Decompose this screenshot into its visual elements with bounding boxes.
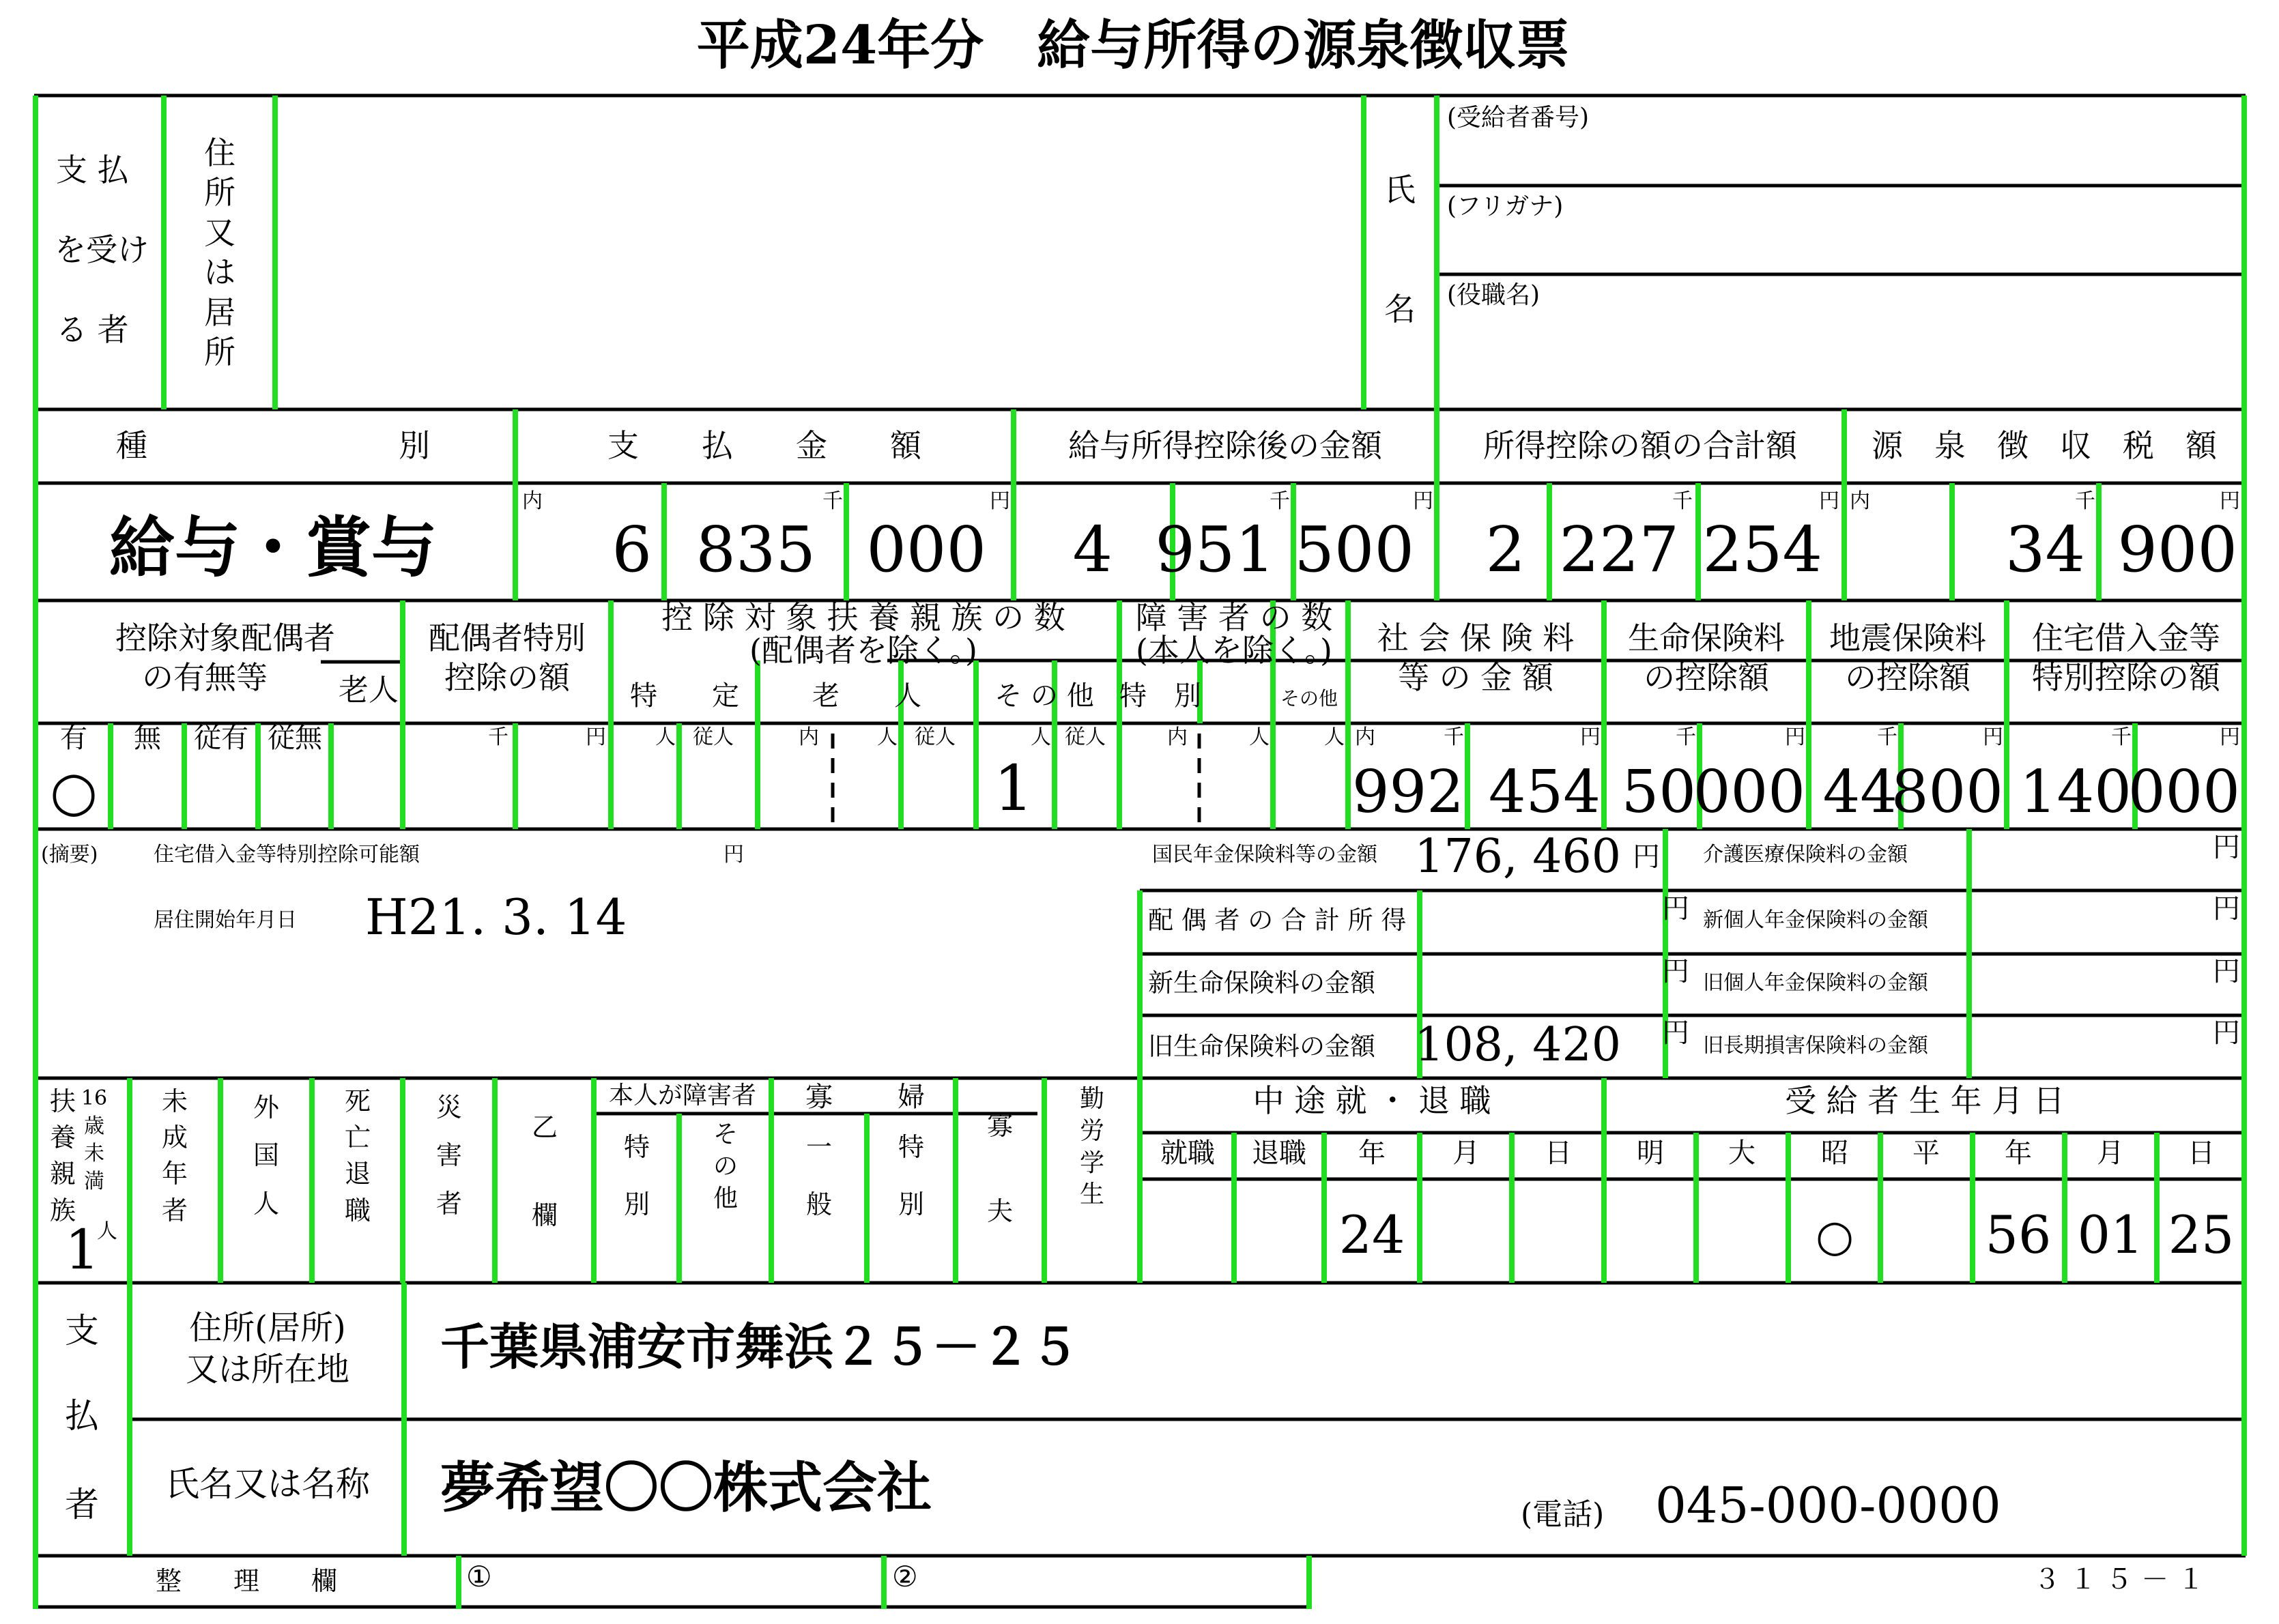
unit-sen: 千 — [1444, 725, 1464, 749]
seiri-label: 整 理 欄 — [156, 1566, 338, 1596]
showa-label: 昭 — [1821, 1137, 1848, 1169]
kaigo-label: 介護医療保険料の金額 — [1703, 843, 1908, 867]
header-withholding: 源 泉 徴 収 税 額 — [1872, 427, 2217, 464]
widow-fu: 婦 — [898, 1082, 925, 1113]
payer-name-label: 氏名又は名称 — [165, 1464, 370, 1504]
jyu-yu-label: 従有 — [194, 723, 248, 754]
death-retire-label: 死亡退職 — [344, 1086, 371, 1226]
payer-label-3: 者 — [65, 1485, 99, 1524]
furigana-label: (フリガナ) — [1447, 192, 1564, 220]
withholding-thousands: 34 — [2005, 513, 2085, 586]
tokubetsu-label: 特 別 — [1119, 680, 1201, 712]
unit-nin: 人 — [655, 725, 676, 749]
social-header-1: 社 会 保 険 料 — [1377, 620, 1575, 656]
tekiyo-label: (摘要) — [41, 843, 98, 867]
other-dependents-count: 1 — [993, 752, 1034, 825]
label-payee-1: 支 払 — [56, 151, 129, 188]
spouse-header-2: の有無等 — [142, 659, 268, 696]
after-deduction-millions: 4 — [1072, 513, 1113, 586]
header-total-deduction: 所得控除の額の合計額 — [1483, 427, 1797, 464]
position-label: (役職名) — [1447, 281, 1540, 309]
birth-month-label: 月 — [2097, 1137, 2124, 1169]
housing-header-1: 住宅借入金等 — [2032, 620, 2220, 656]
housing-possible-en: 円 — [723, 843, 744, 867]
income-type: 給与・賞与 — [109, 509, 437, 586]
yu-label: 有 — [60, 723, 87, 754]
after-deduction-thousands: 951 — [1155, 513, 1275, 586]
job-out-label: 退職 — [1252, 1137, 1306, 1169]
spouse-special-1: 配偶者特別 — [429, 620, 586, 656]
dependents-header-2: (配偶者を除く。) — [749, 632, 977, 669]
otsu-label: 乙欄 — [531, 1112, 558, 1231]
tokutei-label: 特 定 — [630, 680, 739, 712]
unit-en: 円 — [1413, 489, 1433, 513]
label-address: 住所又は居所 — [204, 134, 235, 371]
label-payee-2: を受け — [55, 231, 149, 268]
old-long-term-en: 円 — [2213, 1017, 2240, 1049]
midway-year-value: 24 — [1338, 1204, 1405, 1265]
payer-label-2: 払 — [65, 1396, 99, 1436]
label-name-2: 名 — [1384, 291, 1416, 328]
working-student-label: 勤労学生 — [1079, 1085, 1104, 1209]
widow-special-label: 特別 — [898, 1132, 924, 1219]
form-number: ３ １ ５ － １ — [2033, 1564, 2205, 1595]
new-personal-pension-label: 新個人年金保険料の金額 — [1703, 908, 1928, 932]
under16-count: 1 — [65, 1218, 100, 1281]
unit-en: 円 — [2220, 725, 2240, 749]
payer-address-label-2: 又は所在地 — [185, 1350, 350, 1389]
recipient-number-label: (受給者番号) — [1447, 104, 1590, 132]
widow-ka: 寡 — [805, 1082, 833, 1113]
quake-header-1: 地震保険料 — [1829, 620, 1986, 656]
unit-jyu-nin: 従人 — [693, 725, 734, 749]
widower-label: 寡夫 — [986, 1111, 1013, 1227]
payer-phone: 045-000-0000 — [1655, 1477, 2001, 1534]
old-life-label: 旧生命保険料の金額 — [1148, 1032, 1375, 1061]
unit-nin: 人 — [1324, 725, 1345, 749]
under16-unit: 人 — [97, 1219, 117, 1243]
total-deduction-thousands: 227 — [1559, 513, 1679, 586]
housing-possible-label: 住宅借入金等特別控除可能額 — [154, 843, 420, 867]
payer-address-label-1: 住所(居所) — [189, 1309, 346, 1347]
taisho-label: 大 — [1728, 1137, 1755, 1169]
birth-year-label: 年 — [2005, 1137, 2032, 1169]
midway-day-label: 日 — [1545, 1137, 1572, 1169]
unit-en: 円 — [1580, 725, 1601, 749]
unit-nin: 人 — [1031, 725, 1051, 749]
unit-en: 円 — [586, 725, 606, 749]
new-personal-pension-en: 円 — [2213, 893, 2240, 925]
self-disabled-other-label: その他 — [713, 1120, 738, 1213]
midway-year-label: 年 — [1358, 1137, 1386, 1169]
total-deduction-millions: 2 — [1485, 513, 1525, 586]
housing-thousands: 140 — [2019, 758, 2132, 826]
unit-uchi: 内 — [799, 725, 819, 749]
dependents-header-1: 控 除 対 象 扶 養 親 族 の 数 — [661, 599, 1065, 636]
self-disabled-special-label: 特別 — [623, 1132, 650, 1219]
payment-millions: 6 — [612, 513, 652, 586]
birth-day-label: 日 — [2188, 1137, 2215, 1169]
under16-label: 16歳未満 — [81, 1086, 108, 1193]
foreigner-label: 外国人 — [253, 1092, 279, 1219]
job-in-label: 就職 — [1160, 1137, 1215, 1169]
rojin-label: 老 人 — [812, 680, 921, 712]
unit-sen: 千 — [1877, 725, 1897, 749]
label-payee-3: る 者 — [56, 311, 129, 348]
unit-sen: 千 — [1676, 725, 1696, 749]
phone-label: (電話) — [1521, 1497, 1605, 1532]
quake-header-2: の控除額 — [1845, 659, 1970, 696]
residence-start-value: H21. 3. 14 — [365, 888, 627, 946]
old-life-value: 108, 420 — [1414, 1018, 1621, 1072]
kaigo-en: 円 — [2213, 832, 2240, 863]
life-header-1: 生命保険料 — [1628, 620, 1785, 656]
unit-nin: 人 — [877, 725, 898, 749]
unit-jyu-nin: 従人 — [1065, 725, 1106, 749]
housing-header-2: 特別控除の額 — [2032, 659, 2220, 696]
mu-label: 無 — [134, 723, 161, 754]
residence-start-label: 居住開始年月日 — [154, 908, 297, 932]
after-deduction-units: 500 — [1294, 513, 1414, 586]
header-type: 種 別 — [116, 427, 430, 464]
unit-sen: 千 — [2111, 725, 2132, 749]
unit-en: 円 — [2220, 489, 2240, 513]
elderly-label: 老人 — [339, 673, 399, 708]
quake-thousands: 44 — [1822, 758, 1897, 826]
life-header-2: の控除額 — [1644, 659, 1769, 696]
spouse-mark: ○ — [50, 759, 98, 823]
birth-year-value: 56 — [1985, 1204, 2052, 1265]
social-thousands: 992 — [1351, 758, 1464, 826]
spouse-income-label: 配 偶 者 の 合 計 所 得 — [1148, 905, 1407, 935]
spouse-income-en: 円 — [1662, 893, 1689, 925]
unit-uchi: 内 — [1167, 725, 1188, 749]
seiri-circle-2: ② — [892, 1560, 918, 1593]
unit-uchi: 内 — [1355, 725, 1375, 749]
payer-address: 千葉県浦安市舞浜２５－２５ — [440, 1318, 1080, 1376]
old-personal-pension-en: 円 — [2213, 956, 2240, 987]
midway-month-label: 月 — [1452, 1137, 1480, 1169]
spouse-header-1: 控除対象配偶者 — [115, 620, 335, 656]
header-payment: 支 払 金 額 — [607, 427, 921, 464]
social-header-2: 等 の 金 額 — [1398, 659, 1553, 696]
nenkin-value: 176, 460 — [1414, 830, 1621, 884]
payer-label-1: 支 — [65, 1311, 99, 1350]
sonota-small-label: その他 — [1280, 687, 1338, 710]
birth-month-value: 01 — [2077, 1204, 2144, 1265]
new-life-en: 円 — [1662, 956, 1689, 987]
social-units: 454 — [1488, 758, 1601, 826]
payment-units: 000 — [866, 513, 986, 586]
old-personal-pension-label: 旧個人年金保険料の金額 — [1703, 971, 1928, 995]
birth-day-value: 25 — [2168, 1204, 2235, 1265]
unit-sen: 千 — [822, 489, 843, 513]
spouse-special-2: 控除の額 — [444, 659, 570, 696]
unit-sen: 千 — [2075, 489, 2095, 513]
nenkin-label: 国民年金保険料等の金額 — [1152, 843, 1377, 867]
housing-units: 000 — [2127, 758, 2240, 826]
unit-nin: 人 — [1249, 725, 1270, 749]
unit-sen: 千 — [488, 725, 508, 749]
old-long-term-label: 旧長期損害保険料の金額 — [1703, 1034, 1928, 1058]
midway-header: 中 途 就 ・ 退 職 — [1252, 1082, 1491, 1119]
showa-mark: ○ — [1816, 1211, 1854, 1262]
unit-en: 円 — [1819, 489, 1839, 513]
unit-jyu-nin: 従人 — [915, 725, 956, 749]
life-thousands: 50 — [1621, 758, 1696, 826]
fuyo-label: 扶養親族 — [49, 1086, 76, 1226]
unit-en: 円 — [1983, 725, 2003, 749]
withholding-units: 900 — [2117, 513, 2237, 586]
nenkin-en: 円 — [1633, 841, 1660, 873]
header-after-deduction: 給与所得控除後の金額 — [1068, 427, 1382, 464]
unit-sen: 千 — [1672, 489, 1693, 513]
life-units: 000 — [1693, 758, 1805, 826]
quake-units: 800 — [1891, 758, 2003, 826]
widow-general-label: 一般 — [805, 1132, 832, 1219]
disabled-header-2: (本人を除く。) — [1136, 632, 1332, 669]
self-disabled-label: 本人が障害者 — [608, 1082, 757, 1110]
total-deduction-units: 254 — [1702, 513, 1822, 586]
disabled-header-1: 障 害 者 の 数 — [1135, 599, 1333, 636]
seiri-circle-1: ① — [466, 1560, 492, 1593]
old-life-en: 円 — [1662, 1017, 1689, 1049]
birth-header: 受 給 者 生 年 月 日 — [1785, 1082, 2065, 1119]
minor-label: 未成年者 — [161, 1086, 188, 1226]
payment-thousands: 835 — [696, 513, 816, 586]
sonota-label: そ の 他 — [994, 680, 1094, 712]
unit-uchi: 内 — [1850, 489, 1870, 513]
payer-name: 夢希望〇〇株式会社 — [440, 1455, 932, 1520]
unit-en: 円 — [1785, 725, 1805, 749]
unit-uchi: 内 — [522, 489, 543, 513]
unit-en: 円 — [990, 489, 1010, 513]
heisei-label: 平 — [1912, 1137, 1940, 1169]
disaster-label: 災害者 — [435, 1092, 462, 1219]
unit-sen: 千 — [1270, 489, 1290, 513]
new-life-label: 新生命保険料の金額 — [1148, 968, 1375, 998]
jyu-mu-label: 従無 — [268, 723, 322, 754]
form-title: 平成24年分 給与所得の源泉徴収票 — [696, 14, 1570, 76]
meiji-label: 明 — [1637, 1137, 1664, 1169]
label-name-1: 氏 — [1384, 171, 1416, 208]
